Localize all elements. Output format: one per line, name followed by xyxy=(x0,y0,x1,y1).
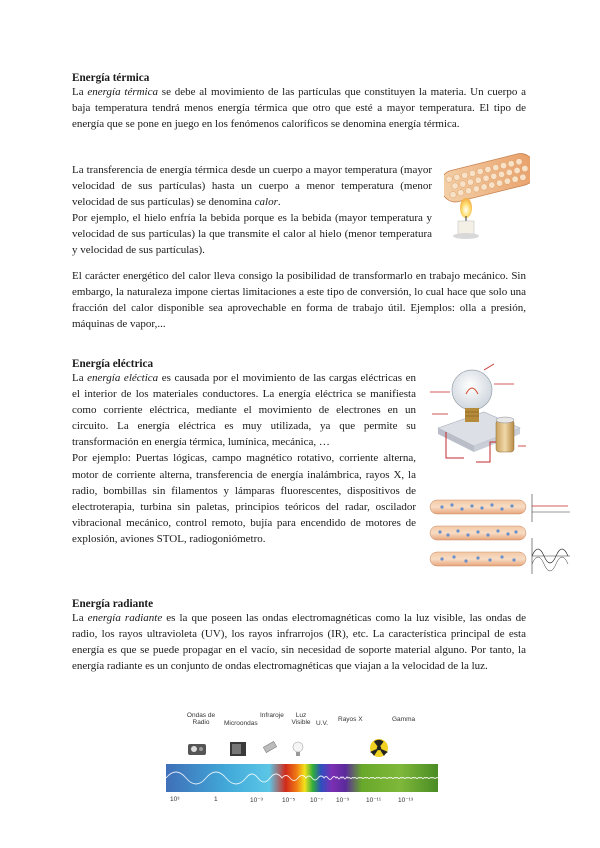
band-uv-label: U.V. xyxy=(316,720,329,727)
thermal-term: energía térmica xyxy=(87,86,158,98)
electric-paragraph-1: La energía eléctica es causada por el movimiento de las cargas eléctricas en el interior de los materiales conductores. La energía eléctrica se manifiesta como corriente eléctrica, mediante el movimiento de electrones en un circuito. La energía eléctrica es muy utilizada, ya que permite su transformación en energía térmica, lumínica, mecánica, … xyxy=(72,372,416,449)
candle xyxy=(458,221,474,235)
radiant-term: energía radiante xyxy=(87,612,163,624)
thermal-work-block xyxy=(72,268,526,332)
bulb-circuit-illustration xyxy=(424,362,528,484)
scale-tick-8: 10⁻¹³ xyxy=(398,797,413,804)
electric-section xyxy=(72,358,416,547)
band-radio-label: Ondas de Radio xyxy=(186,712,216,726)
radiant-paragraph-1: La energía radiante es la que poseen las ondas electromagnéticas como la luz visible, las ondas de radio, los rayos ultravioleta (UV), los rayos infrarrojos (IR), etc. La característica principal de esta energía es que se puede propagar en el vacío, sin necesidad de soporte material alguno. Por tanto, la energía radiante es un conjunto de ondas electromagnéticas que viajan a la velocidad de la luz. xyxy=(72,612,526,673)
radiant-section xyxy=(72,598,526,674)
scale-tick-4: 10⁻⁵ xyxy=(282,797,296,804)
bulb-icon xyxy=(293,742,303,756)
radio-icon xyxy=(188,744,206,755)
radiation-icon xyxy=(370,739,388,757)
em-spectrum-figure xyxy=(166,708,438,808)
radiant-heading: Energía radiante xyxy=(72,598,154,610)
thermal-section xyxy=(72,72,526,132)
thermal-transfer-block xyxy=(72,162,432,259)
current-graphs xyxy=(528,492,572,576)
band-gamma-label: Gamma xyxy=(392,716,416,723)
thermal-paragraph-4: El carácter energético del calor lleva consigo la posibilidad de transformarlo en trabajo mecánico. Sin embargo, la naturaleza impone ciertas limitaciones a este tipo de conversión, lo cual hace que solo una fracción del calor disponible sea aprovechable en forma de trabajo útil. Ejemplos: olla a presión, máquinas de vapor,... xyxy=(72,270,526,331)
band-microwave-label: Microondas xyxy=(224,720,258,727)
tube-2 xyxy=(430,526,526,540)
scale-tick-7: 10⁻¹¹ xyxy=(366,797,381,804)
electric-term: energía eléctica xyxy=(87,372,159,384)
electric-paragraph-2: Por ejemplo: Puertas lógicas, campo magnético rotativo, corriente alterna, motor de corriente alterna, transferencia de energía inalámbrica, rayos X, la radio, bombillas sin filamentos y lámparas fluorescentes, dispositivos de electroterapia, turbina sin paletas, principios teóricos del radar, oscilador vibracional mecánico, control remoto, bujía para encendido de motores de explosión, aviones STOL, radiogoniómetro. xyxy=(72,452,416,545)
thermal-heading: Energía térmica xyxy=(72,72,150,84)
scale-tick-1: 10³ xyxy=(170,796,180,803)
battery xyxy=(496,420,514,452)
electric-heading: Energía eléctrica xyxy=(72,358,154,370)
spectrum-band-bar xyxy=(166,764,438,792)
tube-1 xyxy=(430,500,526,514)
scale-tick-2: 1 xyxy=(214,796,218,803)
scale-tick-6: 10⁻⁹ xyxy=(336,797,350,804)
electron-flow-illustration xyxy=(428,490,528,574)
heated-bar-candle-illustration xyxy=(444,150,530,240)
microwave-icon xyxy=(230,742,246,756)
candle-flame xyxy=(460,198,472,218)
scale-tick-3: 10⁻³ xyxy=(250,797,263,804)
band-xray-label: Rayos X xyxy=(338,716,363,723)
remote-icon xyxy=(263,741,276,752)
thermal-paragraph-3: Por ejemplo, el hielo enfría la bebida porque es la bebida (mayor temperatura y velocidad de sus partículas) la que transmite el calor al hielo (menor temperatura y velocidad de sus partículas). xyxy=(72,212,432,257)
spectrum-icons xyxy=(166,736,438,764)
tube-3 xyxy=(430,552,526,566)
band-visible-label: Luz Visible xyxy=(291,712,311,726)
heat-term: calor xyxy=(254,196,278,209)
thermal-paragraph-2: La transferencia de energía térmica desde un cuerpo a mayor temperatura (mayor velocidad de sus partículas) hasta un cuerpo a menor temperatura (menor velocidad de sus partículas) se denomina calor. xyxy=(72,164,432,209)
band-infrared-label: Infraroje xyxy=(260,712,284,719)
thermal-paragraph-1: La energía térmica se debe al movimiento de las partículas que constituyen la materia. Un cuerpo a baja temperatura tendrá menos energía térmica que otro que esté a mayor temperatura. El tipo de energía que se pone en juego en los fenómenos caloríficos se denomina energía térmica. xyxy=(72,86,526,131)
scale-tick-5: 10⁻⁷ xyxy=(310,797,324,804)
